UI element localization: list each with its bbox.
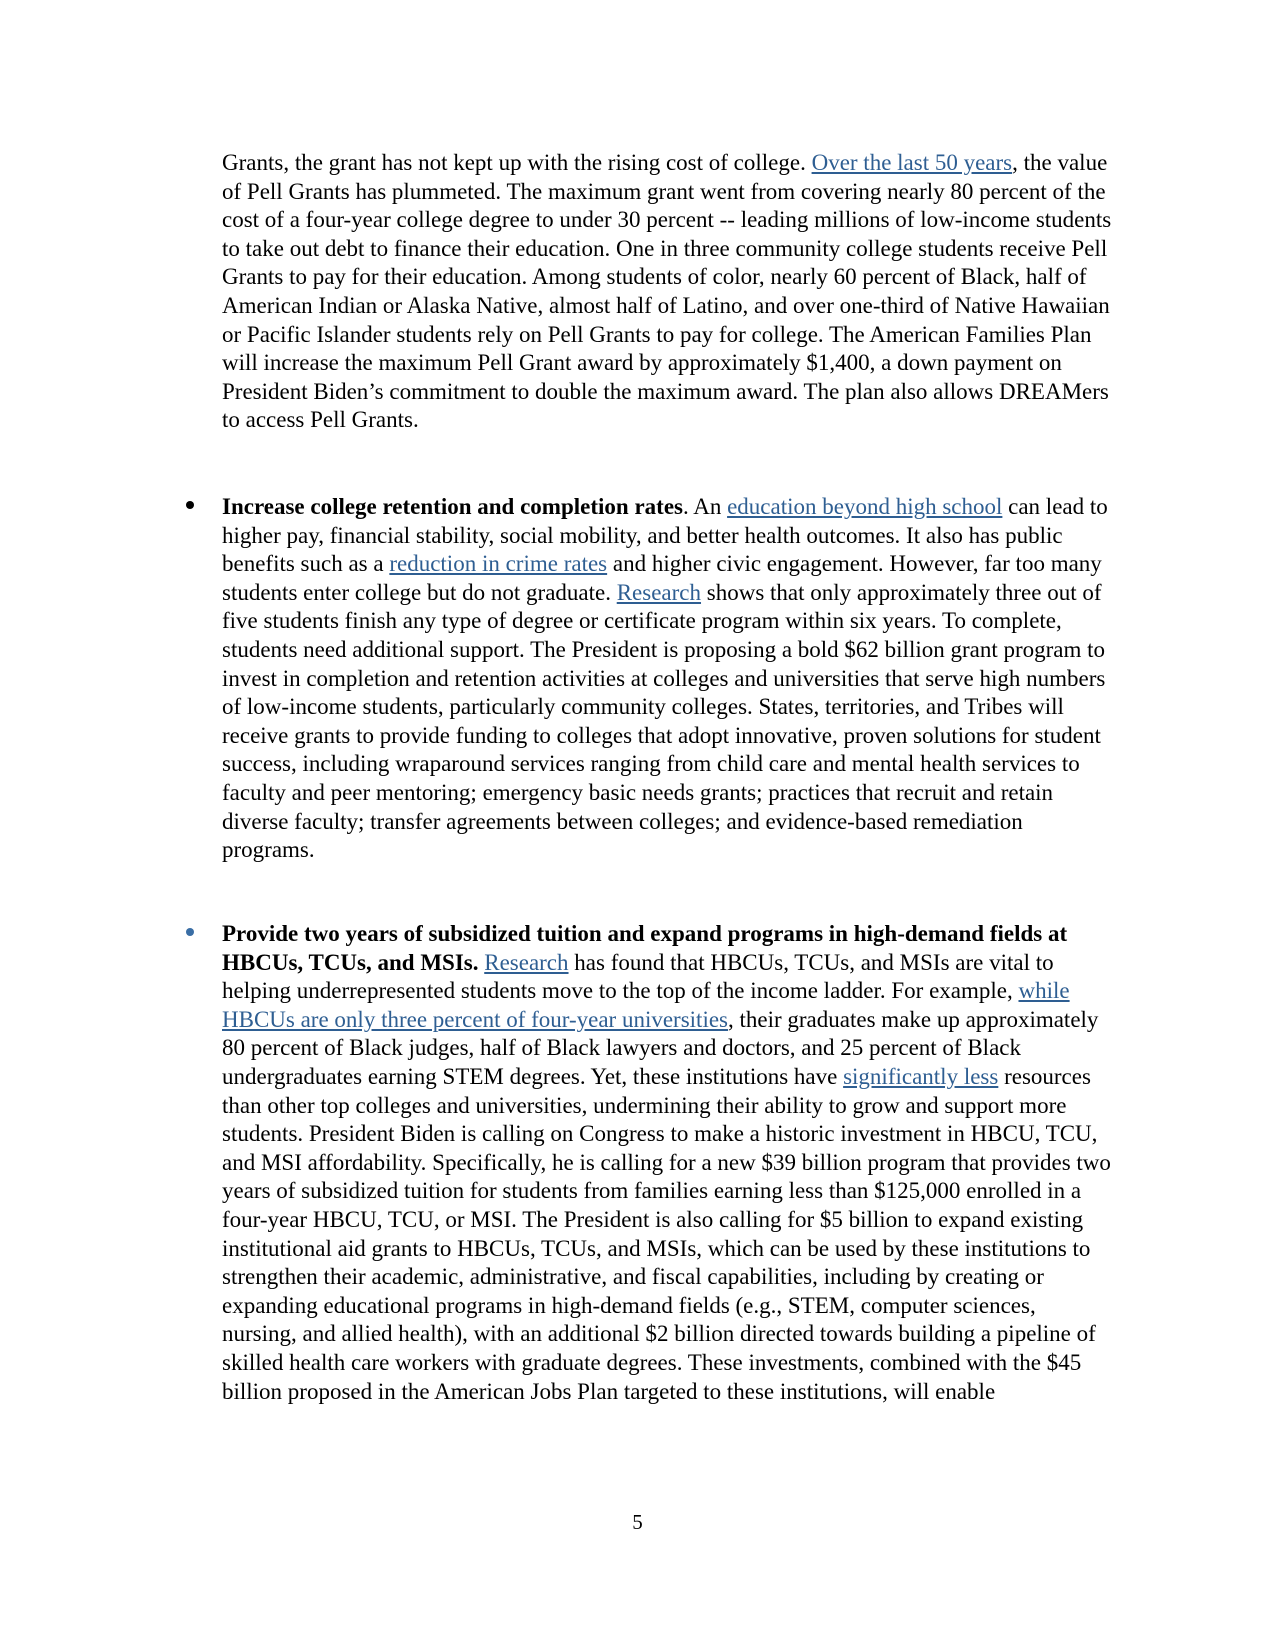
link-research[interactable]: Research [616,579,702,605]
link-significantly-less[interactable]: significantly less [843,1063,999,1089]
paragraph-text: has found that HBCUs, TCUs, and MSIs are vital to helping underrepresented students move to the top of the income ladder. For example, [222,949,1054,1004]
pell-grant-paragraph [222,149,1115,435]
page-number: 5 [632,1510,643,1534]
link-education-beyond-high-school[interactable]: education beyond high school [727,494,1003,519]
retention-bullet-item [222,493,1115,865]
bullet-icon [186,501,196,511]
paragraph-text: , their graduates make up approximately 80 percent of Black judges, half of Black lawyers and doctors, and 25 percent of Black undergraduates earning STEM degrees. Yet, these institutions have [222,1006,1099,1089]
link-reduction-in-crime-rates[interactable]: reduction in crime rates [389,551,608,577]
paragraph-text: can lead to higher pay, financial stability, social mobility, and better health outcomes. It also has public benefits such as a [222,494,1108,577]
paragraph-text: resources than other top colleges and universities, undermining their ability to grow and support more students. President Biden is calling on Congress to make a historic investment in HBCU, TCU, and MSI affordability. Specifically, he is calling for a new $39 billion program that provides two years of subsidized tuition for students from families earning less than $125,000 enrolled in a four-year HBCU, TCU, or MSI. The President is also calling for $5 billion to expand existing institutional aid grants to HBCUs, TCUs, and MSIs, which can be used by these institutions to strengthen their academic, administrative, and fiscal capabilities, including by creating or expanding educational programs in high-demand fields (e.g., STEM, computer sciences, nursing, and allied health), with an additional $2 billion directed towards building a pipeline of skilled health care workers with graduate degrees. These investments, combined with the $45 billion proposed in the American Jobs Plan targeted to these institutions, will enable [222,1063,1111,1404]
link-research[interactable]: Research [484,949,569,975]
link-hbcus-three-percent[interactable]: while HBCUs are only three percent of four-year universities [222,978,1070,1032]
link-over-last-50-years[interactable]: Over the last 50 years [811,150,1013,175]
paragraph-text: and higher civic engagement. However, far too many students enter college but do not graduate. [222,551,1102,605]
hbcu-bullet-item [222,920,1115,1406]
paragraph-text: Grants, the grant has not kept up with the rising cost of college. [222,150,812,175]
paragraph-text: . An [682,494,728,519]
bullet-heading: Provide two years of subsidized tuition and expand programs in high-demand fields at HBCUs, TCUs, and MSIs. [222,921,1068,975]
paragraph-text: shows that only approximately three out of five students finish any type of degree or certificate program within six years. To complete, students need additional support. The President is proposing a bold $62 billion grant program to invest in completion and retention activities at colleges and universities that serve high numbers of low-income students, particularly community colleges. States, territories, and Tribes will receive grants to provide funding to colleges that adopt innovative, proven solutions for student success, including wraparound services ranging from child care and mental health services to faculty and peer mentoring; emergency basic needs grants; practices that recruit and retain diverse faculty; transfer agreements between colleges; and evidence-based remediation programs. [222,579,1106,863]
bullet-icon [186,928,196,938]
bullet-heading: Increase college retention and completion rates [222,494,683,519]
paragraph-text: , the value of Pell Grants has plummeted. The maximum grant went from covering nearly 80 percent of the cost of a four-year college degree to under 30 percent -- leading millions of low-income students to take out debt to finance their education. One in three community college students receive Pell Grants to pay for their education. Among students of color, nearly 60 percent of Black, half of American Indian or Alaska Native, almost half of Latino, and over one-third of Native Hawaiian or Pacific Islander students rely on Pell Grants to pay for college. The American Families Plan will increase the maximum Pell Grant award by approximately $1,400, a down payment on President Biden’s commitment to double the maximum award. The plan also allows DREAMers to access Pell Grants. [222,150,1112,433]
